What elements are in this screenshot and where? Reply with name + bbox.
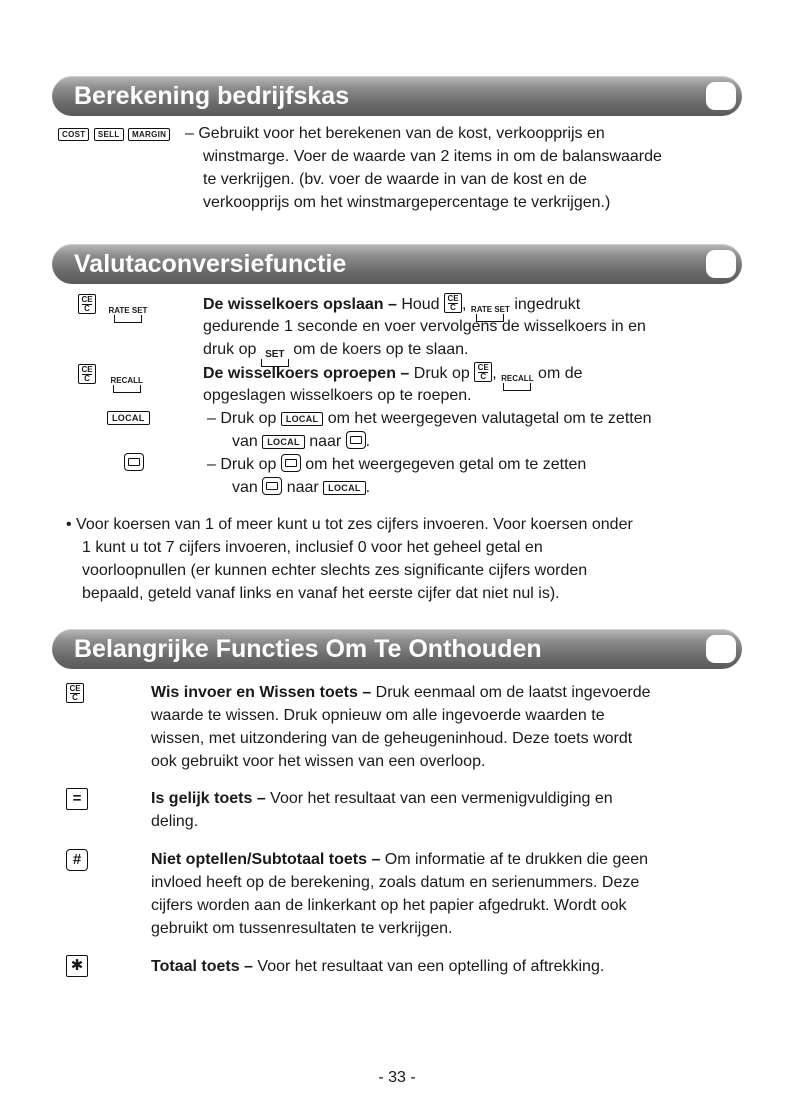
home-currency-key-icon <box>124 453 144 471</box>
rate-set-key-icon: RATE SET <box>108 306 147 323</box>
recall-line-2: opgeslagen wisselkoers op te roepen. <box>203 387 472 404</box>
recall-line-1: De wisselkoers oproepen – Druk op $\frac{CE}{C}$ , RECALL om de <box>203 362 583 391</box>
ce-c-key-icon: $\frac{CE}{C}$ <box>66 683 84 703</box>
ce-c-key-left <box>66 683 84 704</box>
func-eq-line-1: Is gelijk toets – Voor het resultaat van een vermenigvuldiging en <box>151 790 613 807</box>
set-key-icon: SET <box>261 350 289 367</box>
page-number: - 33 - <box>378 1069 416 1086</box>
func-ce-line-4: ook gebruikt voor het wissen van een overloop. <box>151 753 486 770</box>
home-line-1: – Druk op om het weergegeven getal om te zetten <box>207 456 587 473</box>
note-line-2: 1 kunt u tot 7 cijfers invoeren, inclusief 0 voor het geheel getal en <box>82 539 543 556</box>
func-ce-line-3: wissen, met uitzondering van de geheugeninhoud. Deze toets wordt <box>151 730 633 747</box>
ce-c-key-icon: $\frac{CE}{C}$ <box>78 294 96 314</box>
cost-line-4: verkoopprijs om het winstmargepercentage te verkrijgen.) <box>203 194 611 211</box>
section-title: Belangrijke Functies Om Te Onthouden <box>74 635 542 663</box>
cost-line-1: – Gebruikt voor het berekenen van de kost, verkoopprijs en <box>185 125 605 142</box>
cost-key-icon: COST <box>58 128 89 141</box>
func-ce-line-1: Wis invoer en Wissen toets – Druk eenmaal om de laatst ingevoerde <box>151 684 651 701</box>
recall-key-icon: RECALL <box>501 374 533 391</box>
non-add-subtotal-key-icon: # <box>66 849 88 871</box>
local-key-icon: LOCAL <box>281 412 324 426</box>
recall-keys <box>78 364 143 393</box>
home-currency-key-icon <box>346 431 366 449</box>
func-total-line-1: Totaal toets – Voor het resultaat van een optelling of aftrekking. <box>151 958 605 975</box>
home-currency-key-icon <box>281 454 301 472</box>
func-nonadd-line-1: Niet optellen/Subtotaal toets – Om informatie af te drukken die geen <box>151 851 649 868</box>
section-header-cash <box>52 76 742 116</box>
section-title: Valutaconversiefunctie <box>74 250 347 278</box>
local-key-icon: LOCAL <box>323 481 366 495</box>
note-line-4: bepaald, geteld vanaf links en vanaf het eerste cijfer dat niet nul is). <box>82 585 560 602</box>
store-keys <box>78 294 147 323</box>
equals-key-icon: = <box>66 788 88 810</box>
local-line-2: van LOCAL naar . <box>232 433 371 450</box>
note-line-1: • Voor koersen van 1 of meer kunt u tot zes cijfers invoeren. Voor koersen onder <box>66 516 633 533</box>
section-header-currency <box>52 244 742 284</box>
store-line-3: druk op SET om de koers op te slaan. <box>203 339 468 367</box>
local-key-left <box>107 409 150 427</box>
func-ce-line-2: waarde te wissen. Druk opnieuw om alle ingevoerde waarden te <box>151 707 605 724</box>
local-key-icon: LOCAL <box>262 435 305 449</box>
sell-key-icon: SELL <box>94 128 124 141</box>
local-line-1: – Druk op LOCAL om het weergegeven valutagetal om te zetten <box>207 410 652 427</box>
cost-sell-margin-keys <box>58 123 170 146</box>
recall-key-icon: RECALL <box>110 376 142 393</box>
func-nonadd-line-4: gebruikt om tussenresultaten te verkrijgen. <box>151 920 453 937</box>
header-knob-decoration <box>706 82 736 110</box>
total-key-icon: ✱ <box>66 955 88 977</box>
ce-c-key-icon: $\frac{CE}{C}$ <box>444 293 462 313</box>
store-line-2: gedurende 1 seconde en voer vervolgens de wisselkoers in en <box>203 318 646 335</box>
home-currency-key-icon <box>262 477 282 495</box>
ce-c-key-icon: $\frac{CE}{C}$ <box>78 364 96 384</box>
func-nonadd-line-2: invloed heeft op de berekening, zoals datum en serienummers. Deze <box>151 874 640 891</box>
cost-line-2: winstmarge. Voer de waarde van 2 items in om de balanswaarde <box>203 148 662 165</box>
cost-line-3: te verkrijgen. (bv. voer de waarde in van de kost en de <box>203 171 587 188</box>
margin-key-icon: MARGIN <box>128 128 170 141</box>
store-line-1: De wisselkoers opslaan – Houd $\frac{CE}{C}$ , RATE SET ingedrukt <box>203 293 580 322</box>
ce-c-key-icon: $\frac{CE}{C}$ <box>474 362 492 382</box>
func-nonadd-line-3: cijfers worden aan de linkerkant op het papier afgedrukt. Wordt ook <box>151 897 627 914</box>
func-eq-line-2: deling. <box>151 813 199 830</box>
local-key-icon: LOCAL <box>107 411 150 425</box>
rate-set-key-icon: RATE SET <box>471 305 510 322</box>
home-line-2: van naar LOCAL . <box>232 479 371 496</box>
header-knob-decoration <box>706 250 736 278</box>
header-knob-decoration <box>706 635 736 663</box>
note-line-3: voorloopnullen (er kunnen echter slechts zes significante cijfers worden <box>82 562 588 579</box>
section-title: Berekening bedrijfskas <box>74 82 350 110</box>
home-key-left <box>124 453 144 473</box>
section-header-functions <box>52 629 742 669</box>
